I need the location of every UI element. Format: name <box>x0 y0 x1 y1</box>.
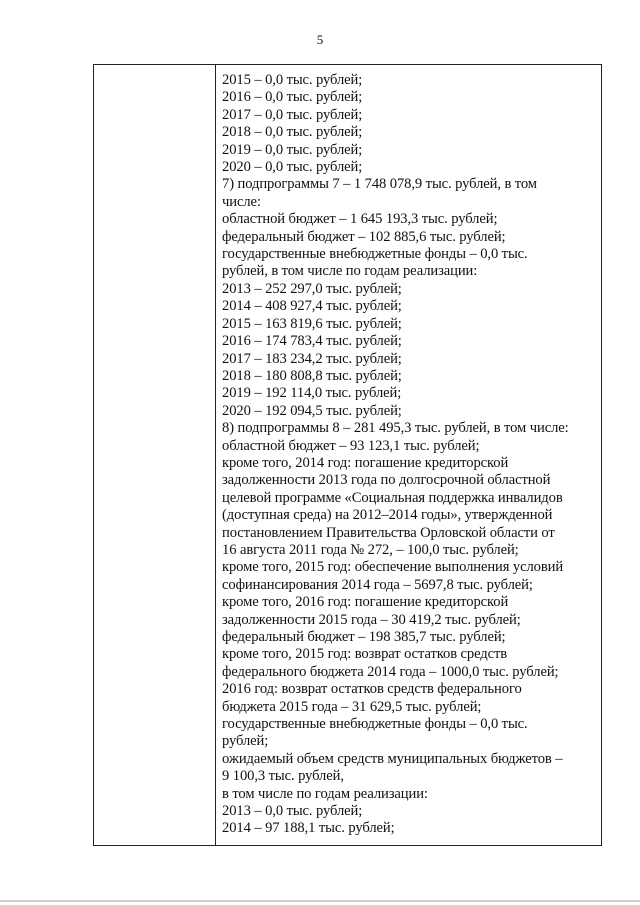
text-line: 2015 – 0,0 тыс. рублей; <box>222 72 363 88</box>
text-line: 2013 – 0,0 тыс. рублей; <box>222 803 363 820</box>
text-line: постановлением Правительства Орловской области от <box>222 524 555 541</box>
text-line: (доступная среда) на 2012–2014 годы», утвержденной <box>222 507 553 524</box>
text-line: 2016 – 0,0 тыс. рублей; <box>222 89 363 106</box>
page-bottom-border <box>0 900 640 902</box>
text-line: кроме того, 2015 год: возврат остатков средств <box>222 646 508 663</box>
text-line: бюджета 2015 года – 31 629,5 тыс. рублей; <box>222 698 482 715</box>
table-right-cell <box>216 65 601 845</box>
text-line: 7) подпрограммы 7 – 1 748 078,9 тыс. рублей, в том <box>222 176 537 193</box>
text-line: государственные внебюджетные фонды – 0,0 тыс. <box>222 716 528 733</box>
text-line: задолженности 2015 года – 30 419,2 тыс. рублей; <box>222 611 521 628</box>
text-line: 2020 – 192 094,5 тыс. рублей; <box>222 402 402 419</box>
text-line: кроме того, 2015 год: обеспечение выполнения условий <box>222 559 564 576</box>
text-line: 2014 – 408 927,4 тыс. рублей; <box>222 298 402 315</box>
table-left-cell <box>94 65 216 845</box>
text-line: 2017 – 0,0 тыс. рублей; <box>222 106 363 123</box>
text-line: 2019 – 192 114,0 тыс. рублей; <box>222 385 402 402</box>
text-line: 2016 – 174 783,4 тыс. рублей; <box>222 333 402 350</box>
text-line: областной бюджет – 93 123,1 тыс. рублей; <box>222 437 480 454</box>
text-line: 2014 – 97 188,1 тыс. рублей; <box>222 820 395 837</box>
text-line: 2019 – 0,0 тыс. рублей; <box>222 141 363 158</box>
text-line: федеральный бюджет – 198 385,7 тыс. рублей; <box>222 629 506 645</box>
text-line: софинансирования 2014 года – 5697,8 тыс. рублей; <box>222 576 533 593</box>
text-line: 2016 год: возврат остатков средств федерального <box>222 681 522 698</box>
text-line: 2017 – 183 234,2 тыс. рублей; <box>222 350 402 367</box>
text-line: государственные внебюджетные фонды – 0,0 тыс. <box>222 246 528 263</box>
text-line: 2013 – 252 297,0 тыс. рублей; <box>222 280 402 297</box>
text-line: федерального бюджета 2014 года – 1000,0 тыс. рублей; <box>222 663 559 680</box>
text-line: 9 100,3 тыс. рублей, <box>222 768 344 785</box>
text-line: рублей, в том числе по годам реализации: <box>222 263 478 280</box>
text-line: ожидаемый объем средств муниципальных бюджетов – <box>222 750 563 767</box>
text-line: 2020 – 0,0 тыс. рублей; <box>222 159 363 176</box>
text-line: целевой программе «Социальная поддержка инвалидов <box>222 489 563 506</box>
text-line: областной бюджет – 1 645 193,3 тыс. рублей; <box>222 211 498 228</box>
text-line: задолженности 2013 года по долгосрочной областной <box>222 472 551 489</box>
text-line: 8) подпрограммы 8 – 281 495,3 тыс. рублей, в том числе: <box>222 420 569 437</box>
text-line: кроме того, 2016 год: погашение кредиторской <box>222 594 509 611</box>
text-line: числе: <box>222 193 261 210</box>
text-line: 2015 – 163 819,6 тыс. рублей; <box>222 315 402 332</box>
content-table <box>93 64 602 846</box>
text-line: 2018 – 0,0 тыс. рублей; <box>222 124 363 141</box>
page-number: 5 <box>316 32 324 47</box>
text-line: в том числе по годам реализации: <box>222 785 428 802</box>
text-line: кроме того, 2014 год: погашение кредиторской <box>222 454 509 471</box>
text-line: 16 августа 2011 года № 272, – 100,0 тыс. рублей; <box>222 541 519 558</box>
text-line: 2018 – 180 808,8 тыс. рублей; <box>222 367 402 384</box>
text-line: федеральный бюджет – 102 885,6 тыс. рублей; <box>222 228 506 245</box>
text-line: рублей; <box>222 733 269 750</box>
